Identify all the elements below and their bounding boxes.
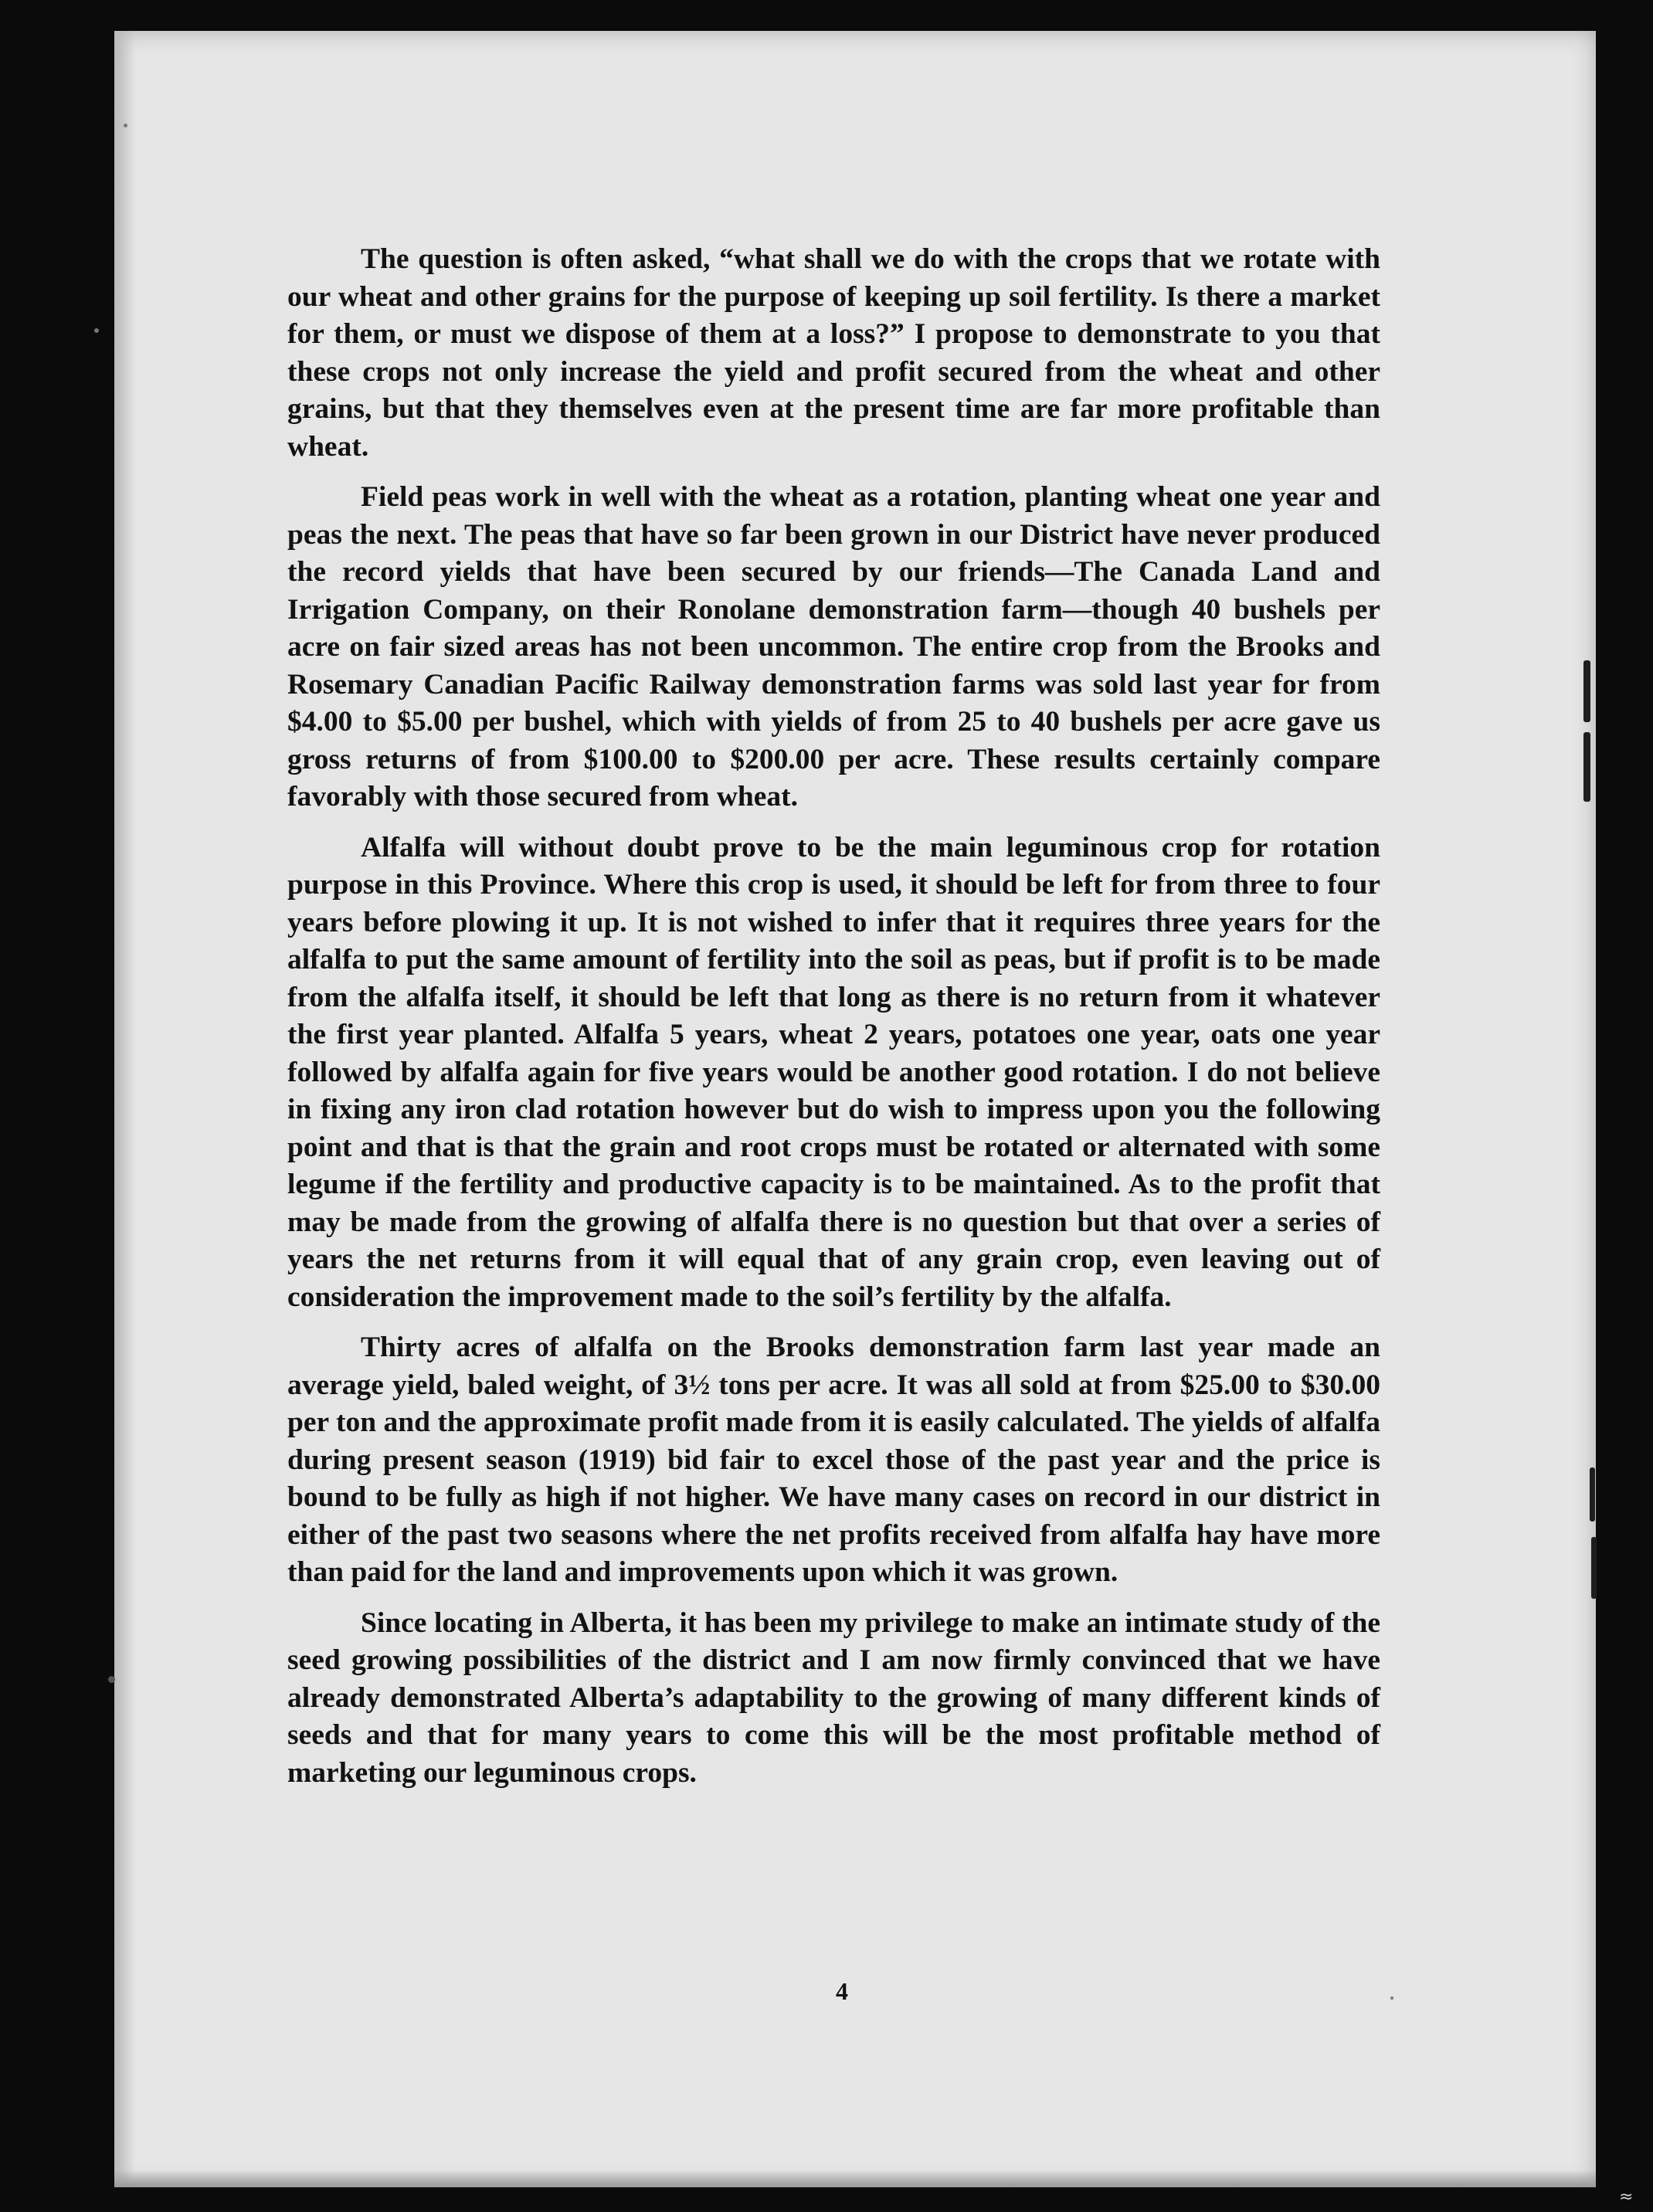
dust-speck <box>94 328 99 333</box>
dust-speck <box>124 124 127 127</box>
body-text <box>287 241 1380 1805</box>
page-shadow-bottom <box>114 2170 1596 2187</box>
corner-scan-mark: ≈ <box>1619 2187 1634 2207</box>
bleed-mark <box>1583 660 1590 722</box>
paragraph-alfalfa-rotation: Alfalfa will without doubt prove to be the main leguminous crop for rotation purpose in this Province. Where this crop is used, it should be left for from three to four years before plowing it up. It is not wished to infer that it requires three years for the alfalfa to put the same amount of fertility into the soil as peas, but if profit is to be made from the alfalfa itself, it should be left that long as there is no return from it whatever the first year planted. Alfalfa 5 years, wheat 2 years, potatoes one year, oats one year followed by alfalfa again for five years would be another good rotation. I do not believe in fixing any iron clad rotation however but do wish to impress upon you the following point and that is that the grain and root crops must be rotated or alternated with some legume if the fertility and productive capacity is to be maintained. As to the profit that may be made from the growing of alfalfa there is no question but that over a series of years the net returns from it will equal that of any grain crop, even leaving out of consideration the improvement made to the soil’s fertility by the alfalfa. <box>287 831 1380 1313</box>
page-number: 4 <box>836 1977 848 2005</box>
paragraph-seed-growing: Since locating in Alberta, it has been my privilege to make an intimate study of the seed growing possibilities of the district and I am now firmly convinced that we have already demonstrated Alberta’s adaptability to the growing of many different kinds of seeds and that for many years to come this will be the most profitable method of marketing our leguminous crops. <box>287 1606 1380 1789</box>
paragraph-crop-rotation-question: The question is often asked, “what shall we do with the crops that we rotate with our wheat and other grains for the purpose of keeping up soil fertility. Is there a market for them, or must we dispose of them at a loss?” I propose to demonstrate to you that these crops not only increase the yield and profit secured from the wheat and other grains, but that they themselves even at the present time are far more profitable than wheat. <box>287 243 1380 463</box>
page-shadow-left <box>114 31 134 2187</box>
bleed-mark <box>1591 1537 1597 1599</box>
paragraph-alfalfa-yields: Thirty acres of alfalfa on the Brooks demonstration farm last year made an average yield, baled weight, of 3½ tons per acre. It was all sold at from $25.00 to $30.00 per ton and the approximate profit made from it is easily calculated. The yields of alfalfa during present season (1919) bid fair to excel those of the past year and the price is bound to be fully as high if not higher. We have many cases on record in our district in either of the past two seasons where the net profits received from alfalfa hay have more than paid for the land and improvements upon which it was grown. <box>287 1332 1380 1588</box>
paragraph-field-peas: Field peas work in well with the wheat as a rotation, planting wheat one year and peas the next. The peas that have so far been grown in our District have never produced the record yields that have been secured by our friends—The Canada Land and Irrigation Company, on their Ronolane demonstration farm—though 40 bushels per acre on fair sized areas has not been uncommon. The entire crop from the Brooks and Rosemary Canadian Pacific Railway demonstration farms was sold last year for from $4.00 to $5.00 per bushel, which with yields of from 25 to 40 bushels per acre gave us gross returns of from $100.00 to $200.00 per acre. These results certainly compare favorably with those secured from wheat. <box>287 481 1380 813</box>
bleed-mark <box>1590 1467 1595 1522</box>
dust-speck <box>1390 1997 1393 2000</box>
dust-speck <box>108 1676 115 1683</box>
bleed-mark <box>1583 732 1590 802</box>
